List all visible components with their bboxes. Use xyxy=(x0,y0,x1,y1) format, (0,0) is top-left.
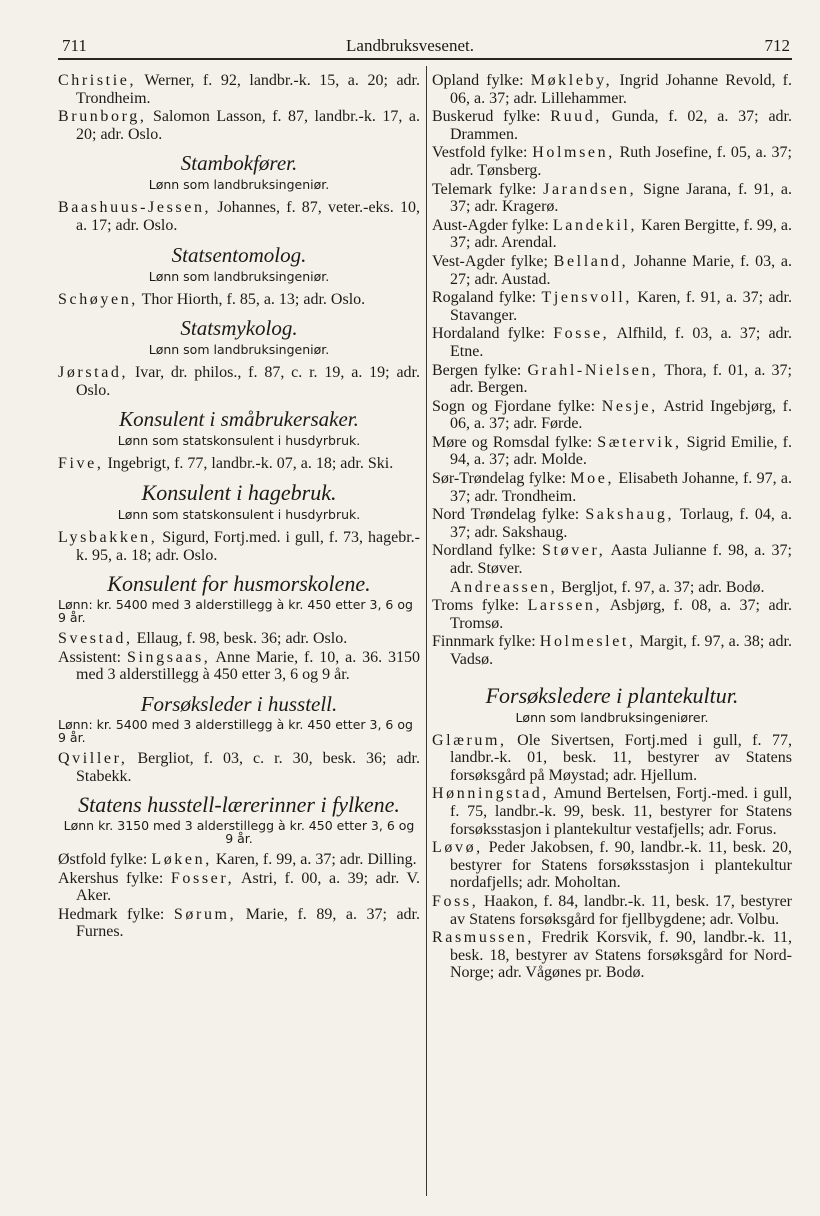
entry-details: Karen, f. 91, a. 37; adr. Stavanger. xyxy=(450,289,792,324)
right-column xyxy=(432,72,792,983)
entry-prefix: Sør-Trøndelag fylke: xyxy=(432,470,571,488)
entry-details: Ingrid Johanne Revold, f. 06, a. 37; adr. Lillehammer. xyxy=(450,72,793,107)
entry-details: Haakon, f. 84, landbr.-k. 11, besk. 17, bestyrer av Statens forsøksgård for fjellbygdene; adr. Volbu. xyxy=(450,892,792,928)
entry-prefix: Troms fylke: xyxy=(432,597,528,615)
section-heading: Forsøksledere i plantekultur. xyxy=(485,682,739,708)
entry-details: Ingebrigt, f. 77, landbr.-k. 07, a. 18; adr. Ski. xyxy=(103,455,394,473)
entry-details: Sigrid Emilie, f. 94, a. 37; adr. Molde. xyxy=(450,433,792,469)
entry-details: Thor Hiorth, f. 85, a. 13; adr. Oslo. xyxy=(137,290,366,308)
entry-name: Rasmussen, xyxy=(432,929,534,947)
entry-name: Fosser, xyxy=(170,869,235,887)
entry xyxy=(432,839,792,892)
section-heading: Statsentomolog. xyxy=(171,242,307,267)
entry-prefix: Møre og Romsdal fylke: xyxy=(432,433,598,451)
entry-name: Jarandsen, xyxy=(543,180,637,198)
entry-name: Nesje, xyxy=(601,397,658,415)
entry-details: Johannes, f. 87, veter.-eks. 10, a. 17; adr. Oslo. xyxy=(76,199,420,234)
section-heading: Konsulent for husmorskolene. xyxy=(107,571,371,597)
entry xyxy=(58,870,420,905)
header-rule xyxy=(58,58,792,60)
entry-name: Hønningstad, xyxy=(432,785,549,803)
section-heading: Stambokfører. xyxy=(180,151,298,176)
entry-prefix: Bergen fylke: xyxy=(432,361,528,379)
salary-note: Lønn: kr. 5400 med 3 alderstillegg à kr. 450 etter 3, 6 og 9 år. xyxy=(58,597,413,626)
section-heading: Konsulent i småbrukersaker. xyxy=(119,407,359,432)
entry xyxy=(58,364,420,399)
entry-prefix: Hordaland fylke: xyxy=(432,325,554,343)
entry xyxy=(58,455,420,473)
entry-name: Løvø, xyxy=(432,839,483,857)
entry-details: Bergliot, f. 03, c. r. 30, besk. 36; adr. Stabekk. xyxy=(76,749,420,785)
entry-prefix: Nord Trøndelag fylke: xyxy=(432,506,586,524)
entry-details: Karen, f. 99, a. 37; adr. Dilling. xyxy=(211,851,417,869)
entry-prefix: Buskerud fylke: xyxy=(432,108,551,126)
entry-prefix: Finnmark fylke: xyxy=(432,633,540,651)
entry-name: Brunborg, xyxy=(58,108,147,126)
entry-name: Holmeslet, xyxy=(539,633,636,651)
section-heading: Statens husstell-lærerinner i fylkene. xyxy=(78,792,400,818)
section-heading: Konsulent i hagebruk. xyxy=(141,479,337,505)
entry-prefix: Aust-Agder fylke: xyxy=(432,216,553,234)
entry-name: Landekil, xyxy=(552,216,638,234)
entry-prefix: Vest-Agder fylke; xyxy=(432,252,554,270)
entry-details: Sigurd, Fortj.med. i gull, f. 73, hagebr.-k. 95, a. 18; adr. Oslo. xyxy=(76,528,420,564)
entry-details: Anne Marie, f. 10, a. 36. 3150 med 3 alderstillegg à 450 etter 3, 6 og 9 år. xyxy=(76,648,420,684)
entry-details: Gunda, f. 02, a. 37; adr. Drammen. xyxy=(450,108,792,143)
section-heading: Statsmykolog. xyxy=(180,316,298,341)
entry-details: Elisabeth Johanne, f. 97, a. 37; adr. Trondheim. xyxy=(450,470,792,505)
entry-name: Andreassen, xyxy=(450,578,558,596)
entry-details: Ole Sivertsen, Fortj.med i gull, f. 77, landbr.-k. 01, besk. 11, bestyrer av Statens forsøksgård på Møystad; adr. Hjellum. xyxy=(450,731,792,784)
entry-details: Salomon Lasson, f. 87, landbr.-k. 17, a. 20; adr. Oslo. xyxy=(76,108,420,143)
entry-name: Larssen, xyxy=(527,597,603,615)
entry xyxy=(58,750,420,785)
spacer xyxy=(432,670,792,676)
entry-name: Sørum, xyxy=(173,905,237,923)
entry-details: Amund Bertelsen, Fortj.-med. i gull, f. 75, landbr.-k. 99, besk. 11, bestyrer for Statens forsøksstasjon i plantekultur vestafjells; adr. Forus. xyxy=(450,785,792,838)
entry xyxy=(432,144,792,179)
entry xyxy=(432,633,792,668)
salary-note: Lønn som landbruksingeniører. xyxy=(515,709,709,725)
entry xyxy=(432,542,792,577)
page-number-left: 711 xyxy=(62,36,87,55)
entry-details: Marie, f. 89, a. 37; adr. Furnes. xyxy=(76,905,421,941)
entry xyxy=(432,785,792,838)
entry xyxy=(432,398,792,433)
entry xyxy=(58,649,420,684)
entry xyxy=(432,470,792,505)
entry xyxy=(58,108,420,143)
entry xyxy=(432,506,792,541)
salary-note: Lønn kr. 3150 med 3 alderstillegg à kr. 450 etter 3, 6 og 9 år. xyxy=(63,818,415,847)
entry-name: Fosse, xyxy=(553,325,610,343)
entry xyxy=(432,181,792,216)
entry-name: Jørstad, xyxy=(58,364,129,382)
entry-name: Ruud, xyxy=(550,108,602,126)
entry xyxy=(432,893,792,928)
entry-name: Grahl-Nielsen, xyxy=(527,361,659,379)
entry-name: Glærum, xyxy=(432,731,507,749)
entry-details: Margit, f. 97, a. 38; adr. Vadsø. xyxy=(450,633,792,668)
entry-name: Foss, xyxy=(432,892,479,910)
entry-name: Sætervik, xyxy=(597,433,682,451)
entry xyxy=(432,732,792,785)
entry-details: Astrid Ingebjørg, f. 06, a. 37; adr. Førde. xyxy=(450,397,793,433)
entry-details: Astri, f. 00, a. 39; adr. V. Aker. xyxy=(76,869,420,905)
entry-details: Ellaug, f. 98, besk. 36; adr. Oslo. xyxy=(132,630,348,648)
entry-name: Møkleby, xyxy=(530,72,613,89)
entry-name: Svestad, xyxy=(58,630,133,648)
entry-name: Belland, xyxy=(553,252,629,270)
entry-details: Fredrik Korsvik, f. 90, landbr.-k. 11, besk. 18, bestyrer av Statens forsøksgård for Nord-Norge; adr. Vågønes pr. Bodø. xyxy=(450,929,792,982)
entry-prefix: Rogaland fylke: xyxy=(432,289,542,307)
entry-name: Støver, xyxy=(542,542,606,560)
salary-note: Lønn som statskonsulent i husdyrbruk. xyxy=(117,433,361,449)
entry-prefix: Opland fylke: xyxy=(432,72,531,89)
entry-details: Alfhild, f. 03, a. 37; adr. Etne. xyxy=(450,325,792,360)
entry xyxy=(432,434,792,469)
entry-prefix: Østfold fylke: xyxy=(58,851,152,869)
entry-name: Løken, xyxy=(151,851,212,869)
entry xyxy=(58,529,420,564)
entry-prefix: Assistent: xyxy=(58,648,127,666)
entry xyxy=(432,362,792,397)
entry-name: Baashuus-Jessen, xyxy=(58,199,212,217)
entry-name: Moe, xyxy=(570,470,615,488)
entry-details: Ruth Josefine, f. 05, a. 37; adr. Tønsberg. xyxy=(450,144,792,179)
entry-prefix: Nordland fylke: xyxy=(432,542,543,560)
entry-details: Thora, f. 01, a. 37; adr. Bergen. xyxy=(450,361,792,397)
entry-name: Christie, xyxy=(58,72,137,89)
entry-details: Bergljot, f. 97, a. 37; adr. Bodø. xyxy=(557,578,765,596)
entry-details: Johanne Marie, f. 03, a. 27; adr. Austad. xyxy=(450,252,793,288)
entry xyxy=(432,289,792,324)
entry xyxy=(58,630,420,648)
column-divider xyxy=(426,66,427,1196)
entry-details: Peder Jakobsen, f. 90, landbr.-k. 11, besk. 20, bestyrer for Statens forsøksstasjon i plantekultur nordafjells; adr. Moholtan. xyxy=(450,839,792,892)
left-column xyxy=(58,72,420,942)
entry xyxy=(432,929,792,982)
salary-note: Lønn som landbruksingeniør. xyxy=(148,342,330,358)
entry xyxy=(432,217,792,252)
entry xyxy=(58,72,420,107)
entry-prefix: Vestfold fylke: xyxy=(432,144,533,162)
entry-details: Asbjørg, f. 08, a. 37; adr. Tromsø. xyxy=(450,597,792,632)
entry-prefix: Hedmark fylke: xyxy=(58,905,174,923)
entry-name: Sakshaug, xyxy=(585,506,675,524)
entry-details: Ivar, dr. philos., f. 87, c. r. 19, a. 19; adr. Oslo. xyxy=(76,364,420,399)
entry xyxy=(432,325,792,360)
entry-details: Signe Jarana, f. 91, a. 37; adr. Kragerø. xyxy=(450,180,793,216)
entry-details: Karen Bergitte, f. 99, a. 37; adr. Arendal. xyxy=(450,216,793,252)
entry xyxy=(432,579,792,597)
entry-details: Aasta Julianne f. 98, a. 37; adr. Støver. xyxy=(450,542,792,578)
entry-name: Tjensvoll, xyxy=(541,289,632,307)
entry-name: Five, xyxy=(58,455,104,473)
salary-note: Lønn som landbruksingeniør. xyxy=(148,268,330,284)
entry-name: Holmsen, xyxy=(532,144,615,162)
section-heading: Forsøksleder i husstell. xyxy=(140,691,338,716)
entry-name: Schøyen, xyxy=(58,290,138,308)
entry-prefix: Akershus fylke: xyxy=(58,869,171,887)
running-title: Landbruksvesenet. xyxy=(346,36,474,55)
entry xyxy=(58,851,420,869)
entry-details: Werner, f. 92, landbr.-k. 15, a. 20; adr. Trondheim. xyxy=(76,72,420,107)
entry-name: Qviller, xyxy=(58,749,128,767)
entry xyxy=(58,199,420,234)
salary-note: Lønn som landbruksingeniør. xyxy=(148,177,330,193)
entry xyxy=(432,597,792,632)
page-number-right: 712 xyxy=(764,36,790,55)
entry-name: Lysbakken, xyxy=(58,528,158,546)
entry xyxy=(58,906,420,941)
entry xyxy=(432,108,792,143)
entry-prefix: Telemark fylke: xyxy=(432,180,544,198)
entry xyxy=(432,72,792,107)
entry-name: Singsaas, xyxy=(127,648,211,666)
salary-note: Lønn som statskonsulent i husdyrbruk. xyxy=(117,506,361,522)
entry-details: Torlaug, f. 04, a. 37; adr. Sakshaug. xyxy=(450,506,792,541)
entry xyxy=(58,291,420,309)
salary-note: Lønn: kr. 5400 med 3 alderstillegg à kr. 450 etter 3, 6 og 9 år. xyxy=(58,716,413,745)
entry xyxy=(432,253,792,288)
entry-prefix: Sogn og Fjordane fylke: xyxy=(432,397,602,415)
